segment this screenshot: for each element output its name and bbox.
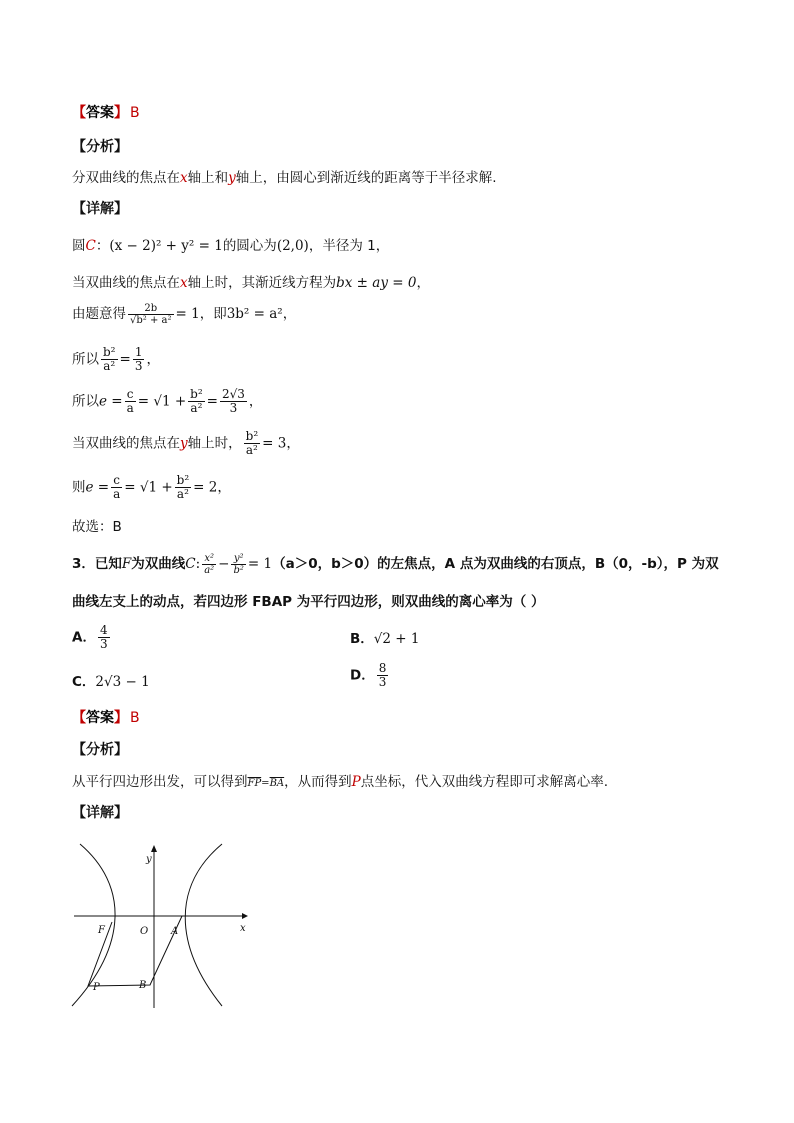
solution-line-5: 所以e = $\frac{c}{a}$ = √1 + $\frac{\text{b²}}{\text{a²}}$ = $\frac{2√3}{3}$ ，: [72, 387, 263, 415]
solution-line-6: 当双曲线的焦点在y轴上时， $\frac{\text{b²}}{\text{a²}}$ = 3，: [72, 429, 300, 457]
analysis-text-2: 从平行四边形出发，可以得到$\overline{FP}=\overline{BA}$，从而得到P点坐标，代入双曲线方程即可求解离心率.: [72, 774, 609, 790]
label-x: x: [240, 923, 246, 934]
label-O: O: [140, 926, 149, 937]
detail-heading-2: 【详解】: [72, 805, 128, 821]
analysis-text-1: 分双曲线的焦点在x轴上和y轴上，由圆心到渐近线的距离等于半径求解.: [72, 170, 497, 186]
question-3-line-2: 曲线左支上的动点，若四边形 FBAP 为平行四边形，则双曲线的离心率为（ ）: [72, 594, 545, 610]
answer-value-2: B: [130, 710, 140, 726]
solution-line-7: 则e = $\frac{c}{a}$ = √1 + $\frac{\text{b²}}{\text{a²}}$ = 2，: [72, 473, 231, 501]
analysis-heading-1: 【分析】: [72, 139, 128, 155]
solution-line-1: 圆C：(x − 2)² + y² = 1的圆心为(2,0)，半径为 1，: [72, 238, 390, 254]
label-y: y: [146, 854, 152, 865]
y-axis-arrow: [151, 845, 157, 852]
option-b: B．√2 + 1: [350, 631, 420, 647]
hyperbola-right-branch: [185, 844, 222, 1006]
answer-heading-2: 【答案】 B: [72, 710, 140, 726]
label-P: P: [93, 982, 100, 993]
answer-value-1: B: [130, 105, 140, 121]
detail-heading-1: 【详解】: [72, 201, 128, 217]
label-F: F: [98, 925, 105, 936]
question-3-line-1: 3．已知F为双曲线C: $\frac{\text{x²}}{\text{a²}}$ − $\frac{\text{y²}}{\text{b²}}$ = 1（a＞0，b＞0）的左焦点，A 点为双曲线的右顶点，B（0，-b），P 为双: [72, 552, 719, 576]
option-d: D． $\frac{8}{3}$: [350, 661, 387, 689]
answer-heading-1: 【答案】 B: [72, 105, 140, 121]
choose-answer-1: 故选：B: [72, 519, 122, 535]
label-B: B: [139, 980, 147, 991]
solution-line-4: 所以 $\frac{\text{b²}}{\text{a²}}$ = $\frac{1}{3}$ ，: [72, 345, 160, 373]
x-axis-arrow: [242, 913, 248, 919]
hyperbola-figure: [68, 840, 258, 1010]
solution-line-3: 由题意得 $\frac{2b}{\text{√b² + a²}}$ = 1，即3b² = a²，: [72, 302, 297, 326]
option-a: A． $\frac{4}{3}$: [72, 623, 108, 651]
solution-line-2: 当双曲线的焦点在x轴上时，其渐近线方程为bx ± ay = 0，: [72, 275, 430, 291]
analysis-heading-2: 【分析】: [72, 742, 128, 758]
option-c: C．2√3 − 1: [72, 674, 150, 690]
label-A: A: [171, 926, 179, 937]
